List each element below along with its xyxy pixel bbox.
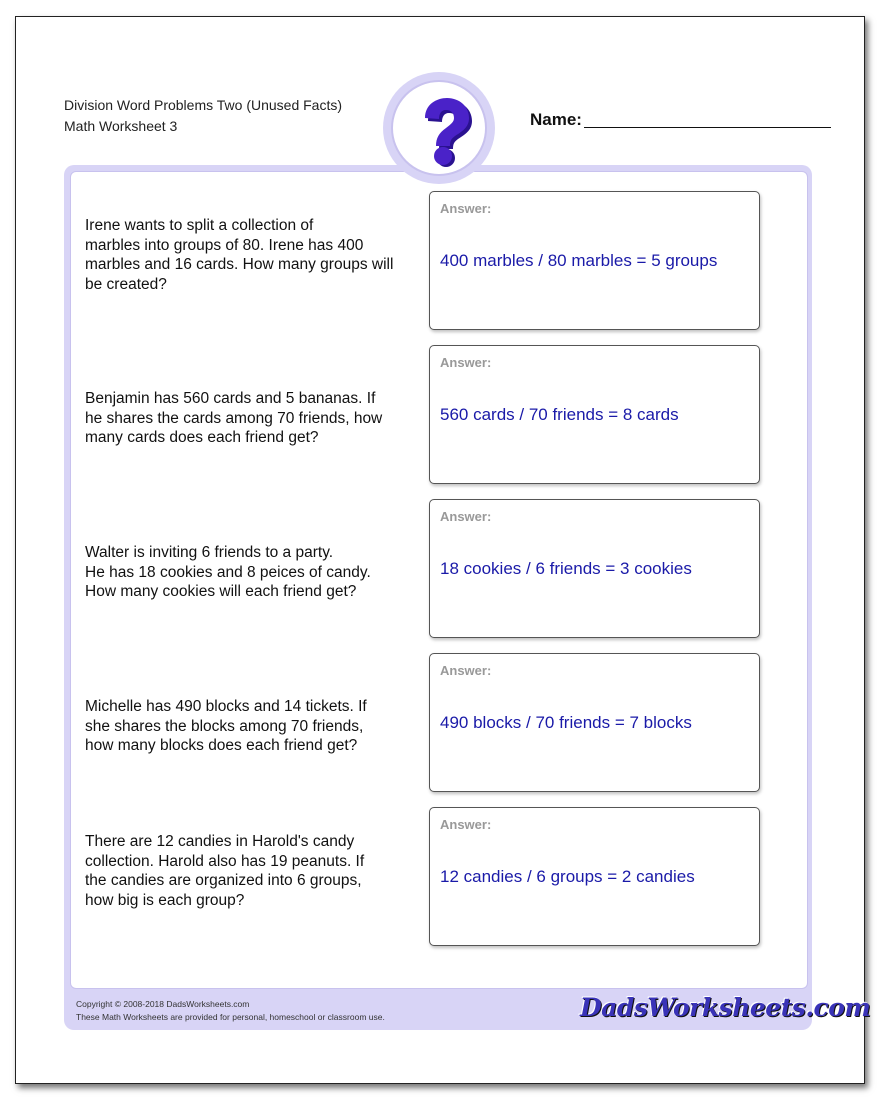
answer-text: 12 candies / 6 groups = 2 candies [440,867,695,886]
answer-label: Answer: [440,355,492,370]
answer-label: Answer: [440,663,492,678]
answer-box[interactable] [429,653,760,792]
answer-label: Answer: [440,817,492,832]
answer-box[interactable] [429,807,760,946]
question-mark-icon [413,96,473,168]
answer-box[interactable] [429,345,760,484]
answer-text: 560 cards / 70 friends = 8 cards [440,405,679,424]
question-text: There are 12 candies in Harold's candy collection. Harold also has 19 peanuts. If the candies are organized into 6 groups, how big is each group? [85,833,365,909]
worksheet-title-block [64,95,342,137]
name-line [584,127,831,128]
question-text: Walter is inviting 6 friends to a party. He has 18 cookies and 8 peices of candy. How many cookies will each friend get? [85,544,371,600]
question-text: Irene wants to split a collection of marbles into groups of 80. Irene has 400 marbles and 16 cards. How many groups will be created? [85,217,394,293]
question-text: Benjamin has 560 cards and 5 bananas. If he shares the cards among 70 friends, how many cards does each friend get? [85,390,383,446]
question-logo [383,72,495,184]
footer [76,998,385,1024]
worksheet-subtitle: Math Worksheet 3 [64,118,178,134]
answer-label: Answer: [440,509,492,524]
worksheet-title: Division Word Problems Two (Unused Facts) [64,97,343,113]
name-label: Name: [530,110,582,129]
answer-box[interactable] [429,499,760,638]
answer-text: 18 cookies / 6 friends = 3 cookies [440,559,692,578]
copyright-text: Copyright © 2008-2018 DadsWorksheets.com [76,999,250,1009]
answer-text: 400 marbles / 80 marbles = 5 groups [440,251,718,270]
usage-notice: These Math Worksheets are provided for personal, homeschool or classroom use. [76,1012,385,1022]
question-text: Michelle has 490 blocks and 14 tickets. If she shares the blocks among 70 friends, how many blocks does each friend get? [85,698,367,754]
answer-box[interactable] [429,191,760,330]
answer-text: 490 blocks / 70 friends = 7 blocks [440,713,692,732]
answer-label: Answer: [440,201,492,216]
brand-logo[interactable]: DadsWorksheets.com [580,993,871,1022]
